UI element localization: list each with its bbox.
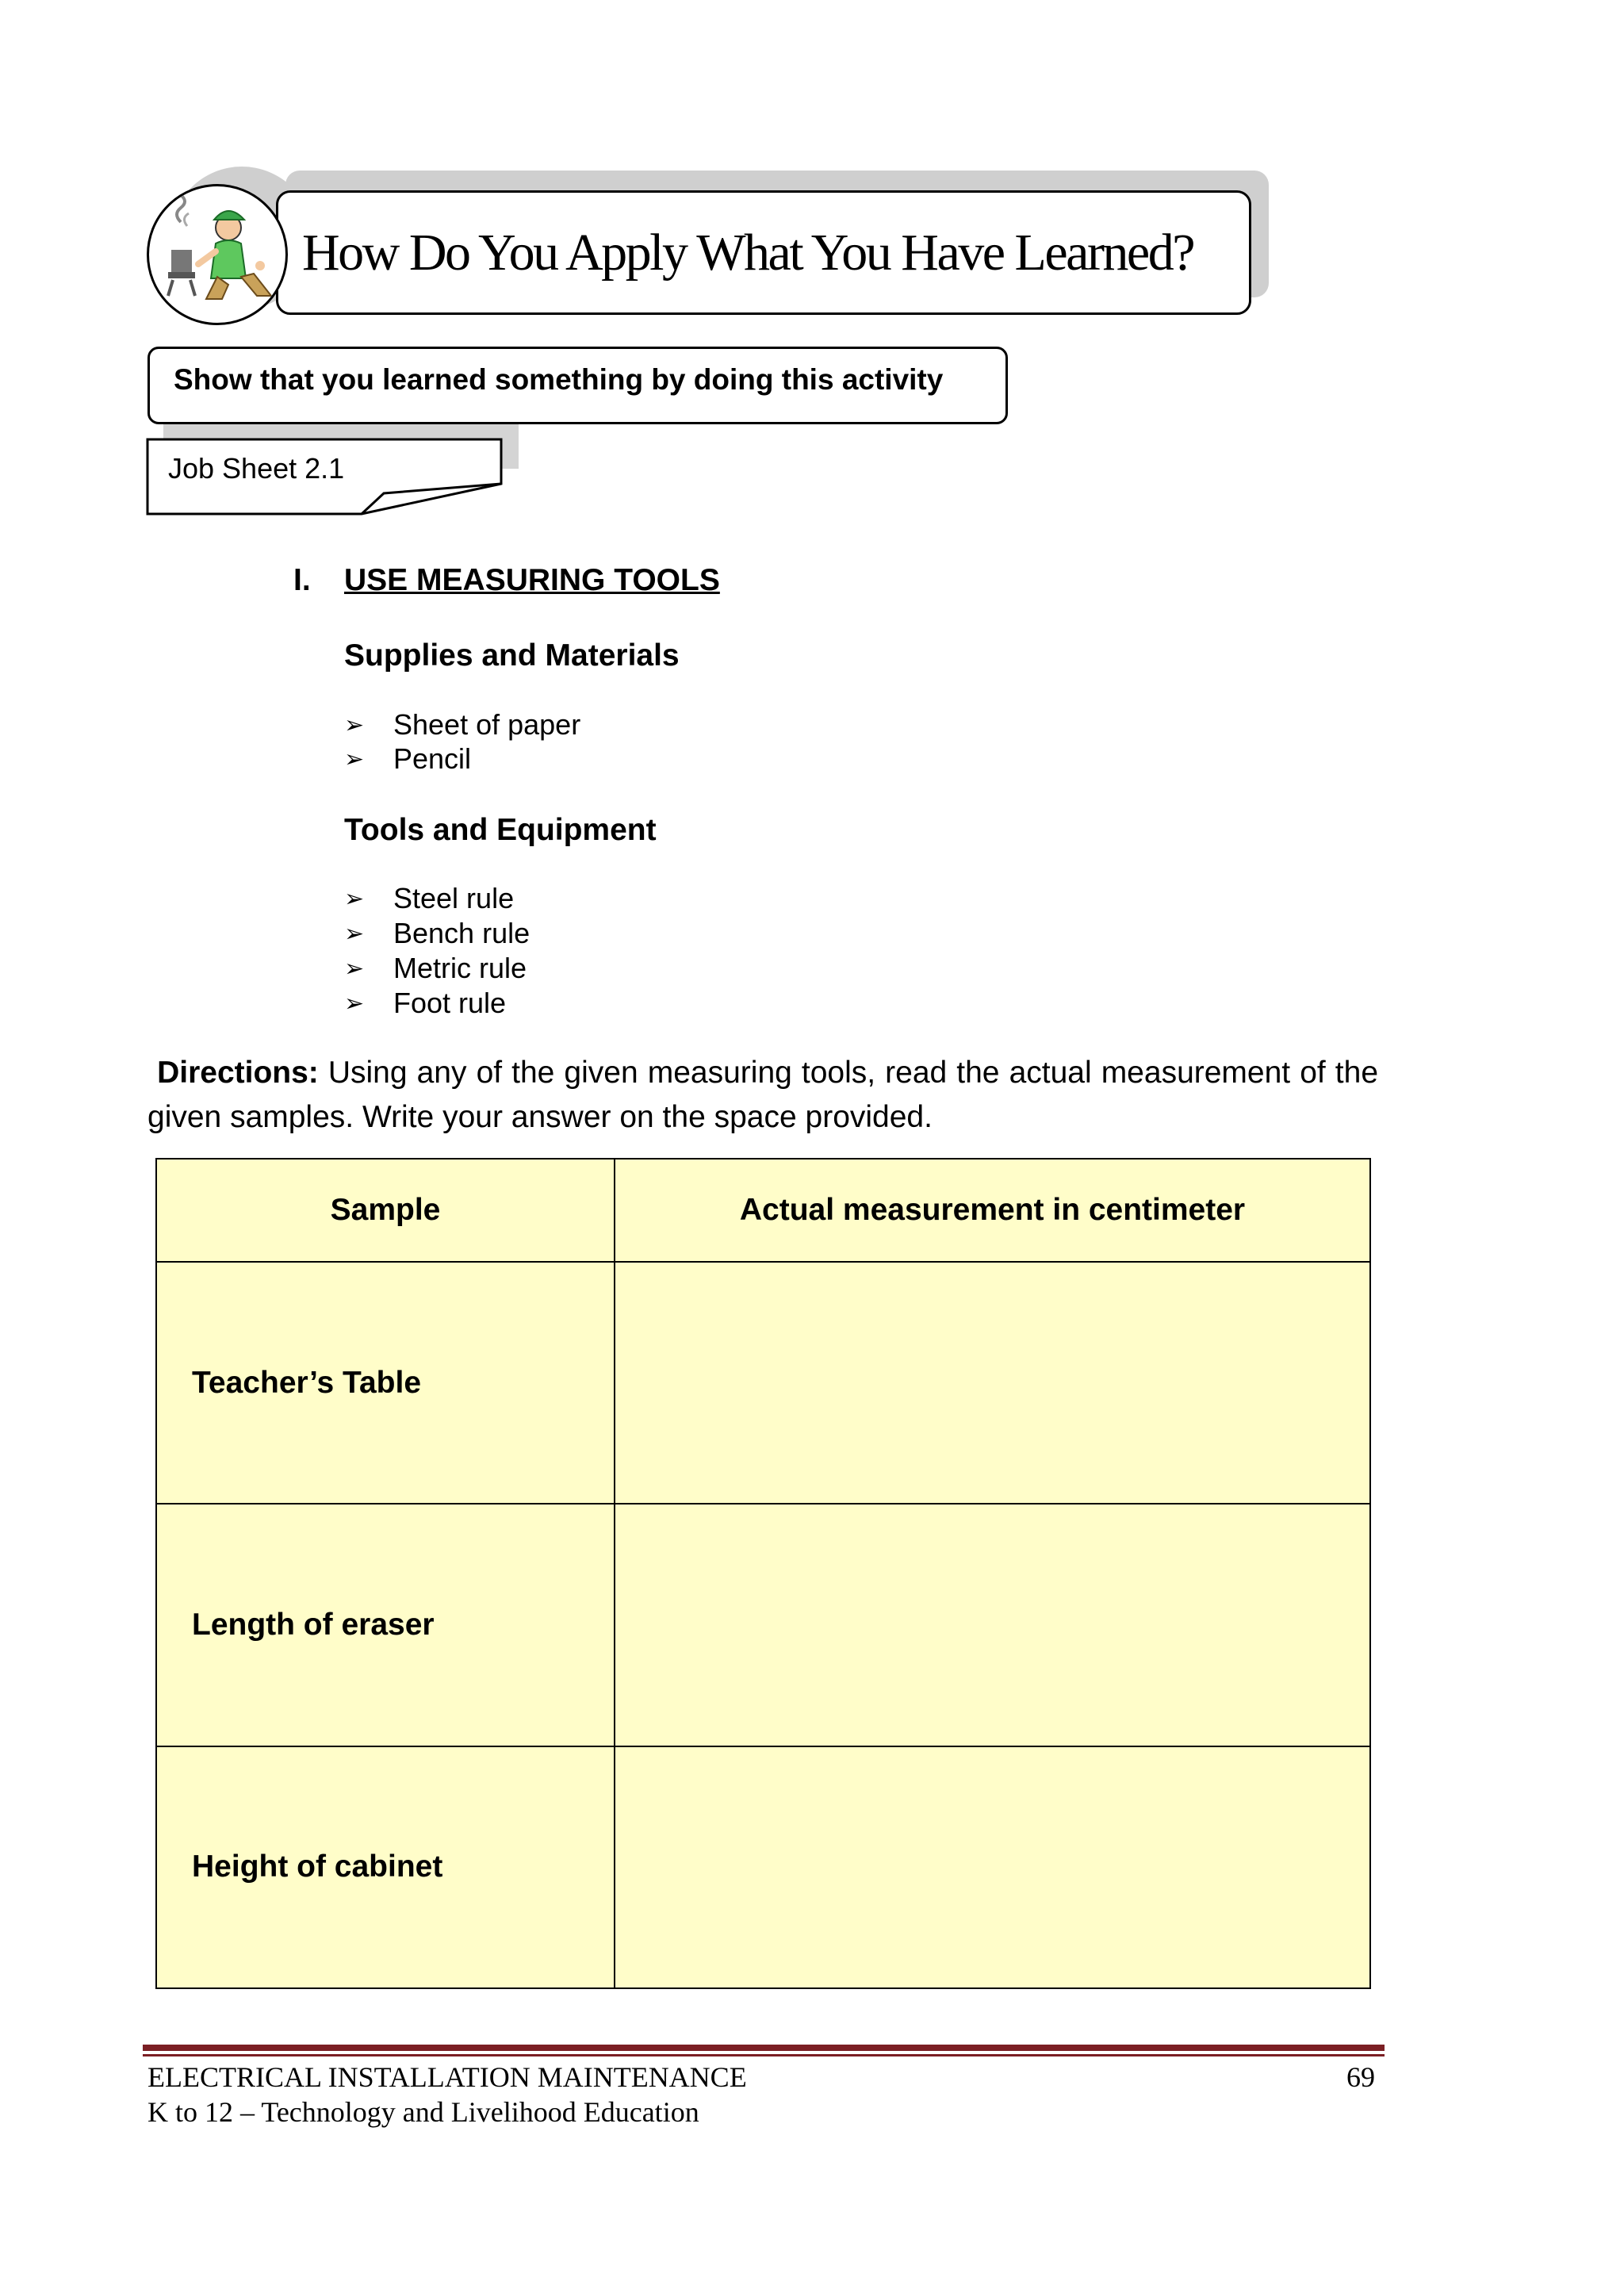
list-item: ➢ Foot rule bbox=[344, 987, 507, 1019]
section-title: USE MEASURING TOOLS bbox=[344, 563, 720, 597]
measurement-table bbox=[155, 1158, 1371, 1989]
sample-cell: Teacher’s Table bbox=[156, 1262, 615, 1504]
section-number: I. bbox=[293, 563, 311, 597]
list-item: ➢ Pencil bbox=[344, 742, 472, 775]
sample-cell: Height of cabinet bbox=[156, 1746, 615, 1988]
supplies-heading: Supplies and Materials bbox=[344, 638, 680, 673]
directions-text: Using any of the given measuring tools, read the actual measurement of the given samples. Write your answer on the space provided. bbox=[147, 1056, 1379, 1134]
table-row bbox=[156, 1262, 1370, 1504]
tools-heading: Tools and Equipment bbox=[344, 813, 657, 847]
footer-rule bbox=[143, 2045, 1385, 2051]
footer-rule-thin bbox=[143, 2054, 1385, 2056]
page-title: How Do You Apply What You Have Learned? bbox=[302, 223, 1194, 282]
measurement-answer-cell[interactable] bbox=[615, 1262, 1370, 1504]
arrow-bullet-icon: ➢ bbox=[344, 955, 365, 982]
arrow-bullet-icon: ➢ bbox=[344, 746, 365, 772]
list-item: ➢ Steel rule bbox=[344, 882, 515, 914]
arrow-bullet-icon: ➢ bbox=[344, 920, 365, 947]
arrow-bullet-icon: ➢ bbox=[344, 711, 365, 738]
job-sheet-label: Job Sheet 2.1 bbox=[168, 452, 345, 485]
activity-prompt-box bbox=[147, 347, 1008, 424]
arrow-bullet-icon: ➢ bbox=[344, 990, 365, 1017]
table-row bbox=[156, 1504, 1370, 1746]
list-item: ➢ Bench rule bbox=[344, 917, 530, 949]
table-header-row bbox=[156, 1159, 1370, 1262]
arrow-bullet-icon: ➢ bbox=[344, 885, 365, 912]
directions-label: Directions: bbox=[157, 1056, 319, 1090]
footer-course: ELECTRICAL INSTALLATION MAINTENANCE bbox=[147, 2061, 747, 2093]
footer-program: K to 12 – Technology and Livelihood Education bbox=[147, 2096, 699, 2128]
directions bbox=[147, 1051, 1378, 1140]
column-header-measurement: Actual measurement in centimeter bbox=[615, 1159, 1370, 1262]
table-row bbox=[156, 1746, 1370, 1988]
list-item: ➢ Sheet of paper bbox=[344, 708, 581, 741]
sample-cell: Length of eraser bbox=[156, 1504, 615, 1746]
title-banner bbox=[276, 190, 1251, 315]
measurement-answer-cell[interactable] bbox=[615, 1504, 1370, 1746]
list-item: ➢ Metric rule bbox=[344, 952, 527, 984]
activity-prompt: Show that you learned something by doing this activity bbox=[174, 363, 944, 396]
column-header-sample: Sample bbox=[156, 1159, 615, 1262]
cartoon-student-icon bbox=[147, 184, 288, 325]
page-number: 69 bbox=[1346, 2061, 1375, 2093]
measurement-answer-cell[interactable] bbox=[615, 1746, 1370, 1988]
